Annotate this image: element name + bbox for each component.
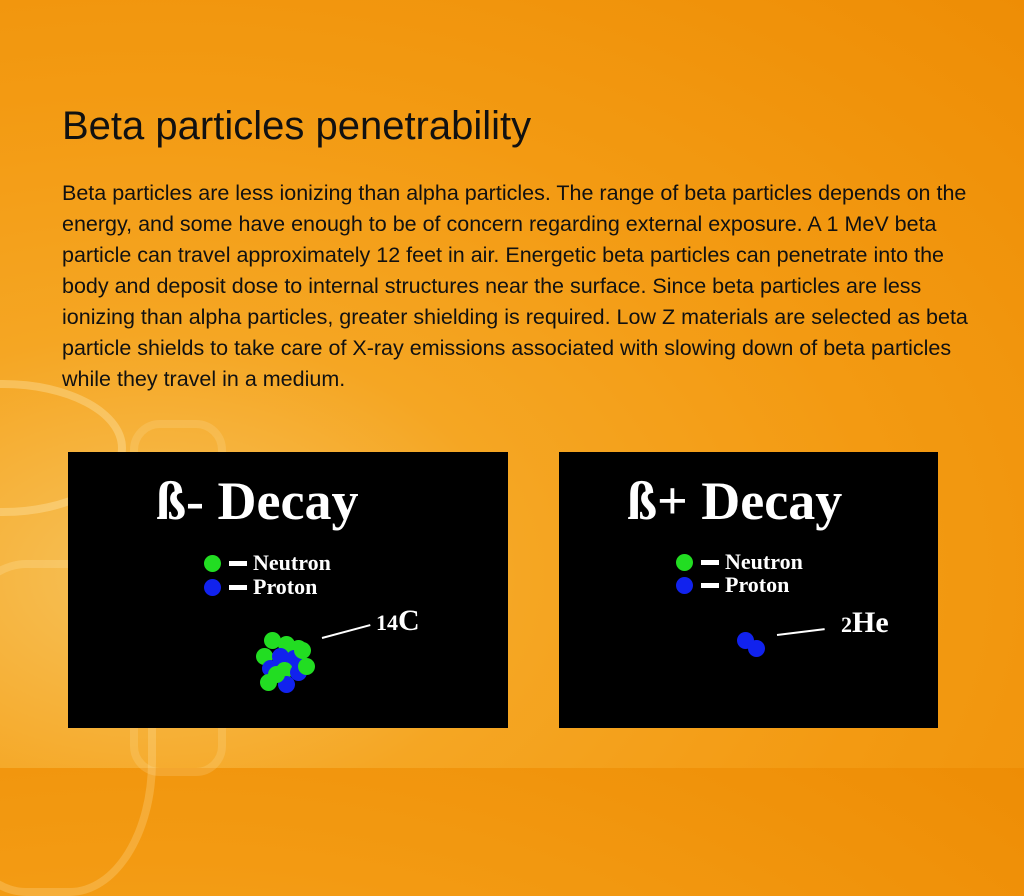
nucleus-symbol: C: [398, 604, 420, 637]
legend-proton: [204, 574, 317, 600]
nucleus-mass-number: 2: [841, 612, 852, 637]
slide-title: Beta particles penetrability: [62, 104, 532, 148]
neutron-dot-icon: [204, 555, 221, 572]
beta-plus-decay-title: ß+ Decay: [627, 471, 843, 531]
beta-minus-decay-title: ß- Decay: [156, 471, 359, 531]
nucleus-label: [841, 606, 889, 640]
legend-neutron-label: Neutron: [725, 549, 803, 574]
equals-dash-icon: [229, 561, 247, 566]
nucleus-symbol: He: [852, 606, 889, 639]
neutron-particle: [294, 642, 311, 659]
legend-proton-label: Proton: [725, 572, 790, 597]
equals-dash-icon: [701, 560, 719, 565]
equals-dash-icon: [229, 585, 247, 590]
proton-particle: [748, 640, 765, 657]
nucleus-label: [376, 604, 420, 638]
legend-neutron: [204, 550, 331, 576]
beta-plus-decay-image: [559, 452, 938, 728]
nucleus-pointer-line: [322, 624, 371, 639]
equals-dash-icon: [701, 583, 719, 588]
legend-proton: [676, 572, 789, 598]
nucleus-pointer-line: [777, 628, 825, 636]
legend-proton-label: Proton: [253, 574, 318, 599]
proton-dot-icon: [204, 579, 221, 596]
beta-minus-decay-image: [68, 452, 508, 728]
slide-body-text: Beta particles are less ionizing than alpha particles. The range of beta particles depends on the energy, and some have enough to be of concern regarding external exposure. A 1 MeV beta particle can travel approximately 12 feet in air. Energetic beta particles can penetrate into the body and deposit dose to internal structures near the surface. Since beta particles are less ionizing than alpha particles, greater shielding is required. Low Z materials are selected as beta particle shields to take care of X-ray emissions associated with slowing down of beta particles while they travel in a medium.: [62, 181, 968, 391]
nucleus-mass-number: 14: [376, 610, 398, 635]
neutron-particle: [298, 658, 315, 675]
proton-dot-icon: [676, 577, 693, 594]
neutron-particle: [268, 666, 285, 683]
neutron-dot-icon: [676, 554, 693, 571]
legend-neutron-label: Neutron: [253, 550, 331, 575]
